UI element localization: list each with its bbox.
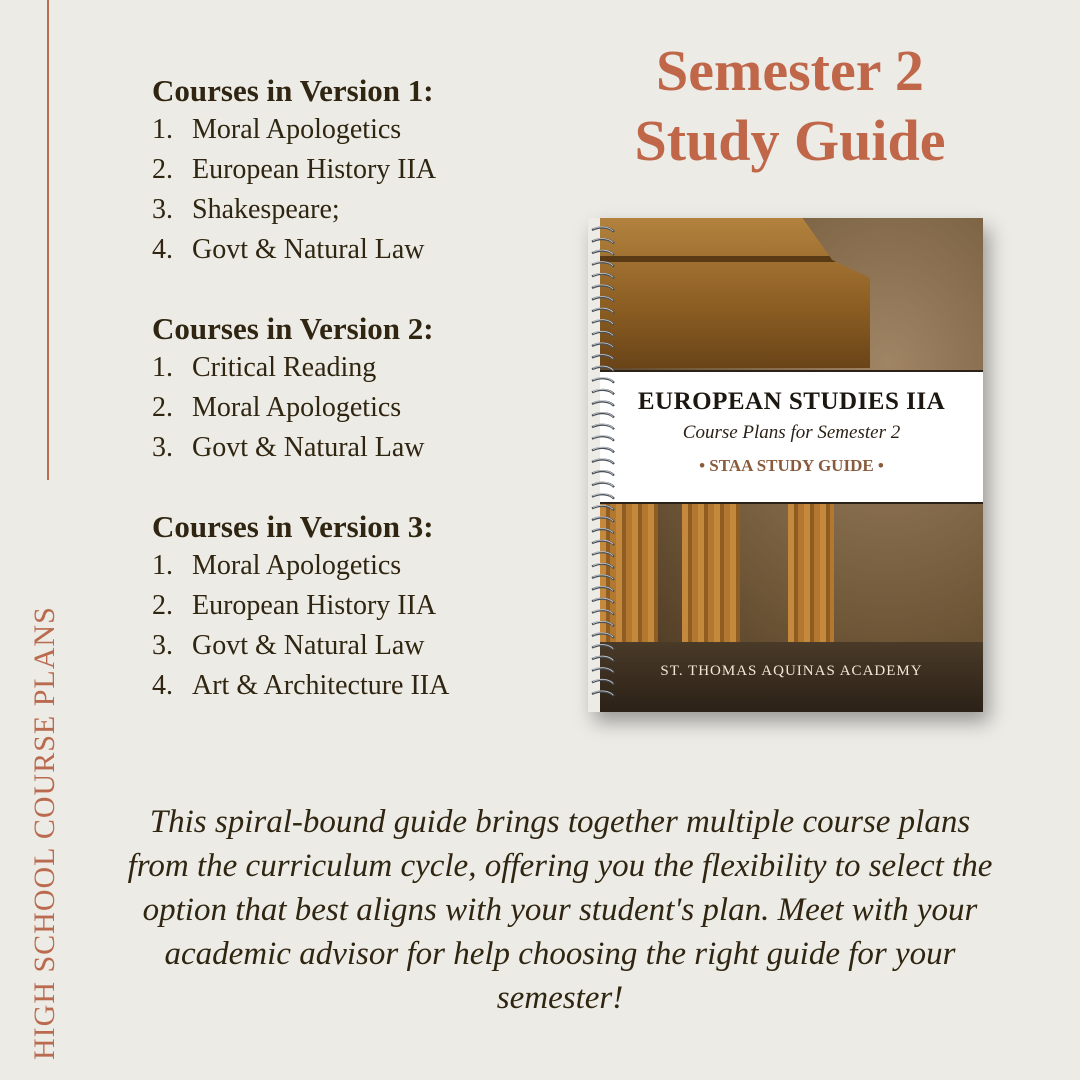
course-item: 4. Govt & Natural Law bbox=[152, 234, 425, 265]
book-designation: • STAA STUDY GUIDE • bbox=[699, 456, 884, 475]
title-line-2: Study Guide bbox=[634, 108, 946, 173]
spiral-binding-icon bbox=[590, 224, 616, 706]
title-line-1: Semester 2 bbox=[656, 38, 924, 103]
page-title bbox=[580, 36, 1000, 176]
version-2 bbox=[152, 310, 572, 468]
course-item: 2. European History IIA bbox=[152, 154, 437, 185]
description-text: This spiral-bound guide brings together multiple course plans from the curriculum cycle, offering you the flexibility to select the option that best aligns with your student's plan. Meet with your academic advisor for help choosing the right guide for your semester! bbox=[127, 804, 993, 1016]
course-item: 1. Critical Reading bbox=[152, 352, 377, 383]
study-guide-book-image bbox=[588, 218, 983, 712]
course-item: 3. Govt & Natural Law bbox=[152, 432, 425, 463]
course-item: 2. Moral Apologetics bbox=[152, 392, 402, 423]
temple-entablature-image bbox=[600, 218, 870, 368]
book-subtitle: Course Plans for Semester 2 bbox=[682, 422, 901, 443]
version-3 bbox=[152, 508, 572, 706]
versions-list bbox=[152, 72, 572, 746]
cover-title-band bbox=[600, 370, 983, 504]
course-item: 3. Govt & Natural Law bbox=[152, 630, 425, 661]
version-1 bbox=[152, 72, 572, 270]
course-item: 2. European History IIA bbox=[152, 590, 437, 621]
course-item: 4. Art & Architecture IIA bbox=[152, 670, 450, 701]
version-heading: Courses in Version 1: bbox=[152, 73, 434, 108]
side-divider-line bbox=[47, 0, 49, 480]
version-heading: Courses in Version 3: bbox=[152, 509, 434, 544]
book-cover bbox=[600, 218, 983, 712]
course-item: 3. Shakespeare; bbox=[152, 194, 340, 225]
book-title: EUROPEAN STUDIES IIA bbox=[637, 388, 946, 415]
version-heading: Courses in Version 2: bbox=[152, 311, 434, 346]
course-item: 1. Moral Apologetics bbox=[152, 550, 402, 581]
book-publisher: ST. THOMAS AQUINAS ACADEMY bbox=[660, 663, 923, 679]
course-item: 1. Moral Apologetics bbox=[152, 114, 402, 145]
side-label: HIGH SCHOOL COURSE PLANS bbox=[28, 606, 61, 1060]
